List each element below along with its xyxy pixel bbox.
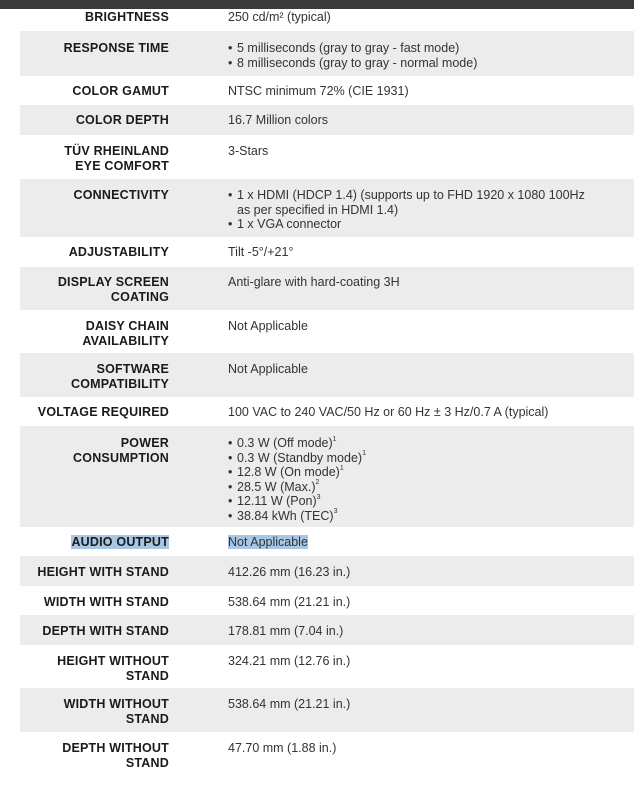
label-line: COMPATIBILITY [71,376,169,391]
spec-value [228,436,366,523]
spec-label [20,362,169,391]
label-line: WIDTH WITHOUT [63,697,169,711]
spec-row-color-gamut [20,76,634,105]
label-line: CONSUMPTION [73,450,169,465]
spec-label [20,697,169,726]
spec-row-response-time [20,31,634,76]
spec-label [20,535,169,550]
footnote-marker: 3 [316,493,321,501]
spec-label [20,436,169,465]
spec-value: Not Applicable [228,362,308,376]
spec-value: 178.81 mm (7.04 in.) [228,624,344,638]
power-text: 12.11 W (Pon) [237,494,317,508]
spec-row-depth-with-stand [20,615,634,645]
highlighted-text: Not Applicable [228,535,308,549]
spec-row-audio-output [20,527,634,556]
spec-value [228,535,308,550]
label-line: STAND [125,711,169,726]
bullet-item [228,465,366,480]
label-line: STAND [125,755,169,770]
spec-table [20,5,634,776]
label-line: COATING [110,289,169,304]
label-line: DAISY CHAIN [85,319,169,333]
spec-row-height-without-stand [20,645,634,688]
bullet-item: • 5 milliseconds (gray to gray - fast mode) [228,41,477,56]
spec-label: CONNECTIVITY [73,188,169,202]
bullet-item [228,436,366,451]
spec-label: RESPONSE TIME [63,41,169,55]
spec-label: VOLTAGE REQUIRED [37,405,169,419]
power-text: 0.3 W (Off mode) [237,436,333,450]
bullet-item [228,494,366,509]
spec-row-daisy-chain [20,310,634,353]
power-text: 12.8 W (On mode) [237,465,340,479]
spec-row-width-without-stand [20,688,634,732]
spec-value [228,188,585,232]
spec-row-height-with-stand [20,556,634,586]
spec-label: BRIGHTNESS [85,10,169,24]
spec-value: 538.64 mm (21.21 in.) [228,697,351,711]
spec-row-width-with-stand [20,586,634,615]
label-line: SOFTWARE [96,362,169,376]
spec-row-software [20,353,634,397]
bullet-text-continued: as per specified in HDMI 1.4) [237,202,399,217]
bullet-item [228,451,366,466]
spec-value [228,41,477,70]
spec-value: Anti-glare with hard-coating 3H [228,275,400,289]
spec-label [20,741,169,770]
footnote-marker: 1 [362,450,366,458]
spec-label: COLOR GAMUT [72,84,169,98]
spec-label: WIDTH WITH STAND [43,595,169,609]
spec-value: NTSC minimum 72% (CIE 1931) [228,84,409,98]
spec-value: 100 VAC to 240 VAC/50 Hz or 60 Hz ± 3 Hz/0.7 A (typical) [228,405,549,419]
spec-row-power-consumption [20,426,634,527]
spec-value: 250 cd/m² (typical) [228,10,331,24]
spec-label: HEIGHT WITH STAND [37,565,169,579]
spec-row-color-depth [20,105,634,135]
spec-row-adjustability [20,237,634,267]
label-line: TÜV RHEINLAND [64,144,169,158]
power-text: 28.5 W (Max.) [237,479,316,494]
label-line: DISPLAY SCREEN [57,275,169,289]
label-line: AVAILABILITY [82,333,169,348]
footnote-marker: 1 [339,464,344,472]
label-line: EYE COMFORT [75,158,169,173]
spec-value: 47.70 mm (1.88 in.) [228,741,337,755]
spec-value: 538.64 mm (21.21 in.) [228,595,351,609]
bullet-item [228,509,366,524]
spec-row-screen-coating [20,267,634,310]
spec-value: 3-Stars [228,144,269,158]
spec-label [20,144,169,173]
footnote-marker: 1 [332,435,337,443]
spec-label [20,275,169,304]
label-line: HEIGHT WITHOUT [57,654,169,668]
spec-row-tuv-eye-comfort [20,135,634,179]
label-line: POWER [120,436,169,450]
power-text: 0.3 W (Standby mode) [237,450,363,465]
footnote-marker: 2 [315,479,320,487]
spec-row-brightness [20,5,634,31]
highlighted-text: AUDIO OUTPUT [71,535,169,549]
bullet-item [228,480,366,495]
spec-label [20,319,169,348]
bullet-text: 1 x HDMI (HDCP 1.4) (supports up to FHD 1920 x 1080 100Hz [237,188,585,202]
label-line: DEPTH WITHOUT [62,741,169,755]
spec-row-connectivity [20,179,634,237]
footnote-marker: 3 [333,508,338,516]
label-line: STAND [125,668,169,683]
spec-row-depth-without-stand [20,732,634,776]
spec-label: ADJUSTABILITY [68,245,169,259]
spec-label: DEPTH WITH STAND [42,624,169,638]
spec-label [20,654,169,683]
spec-label: COLOR DEPTH [75,113,169,127]
spec-value: Tilt -5°/+21° [228,245,294,259]
power-text: 38.84 kWh (TEC) [237,508,334,523]
spec-row-voltage [20,397,634,426]
spec-value: 412.26 mm (16.23 in.) [228,565,351,579]
spec-value: 324.21 mm (12.76 in.) [228,654,351,668]
spec-value: 16.7 Million colors [228,113,329,127]
bullet-item: • 1 x VGA connector [228,217,585,232]
bullet-item [228,188,585,217]
bullet-item: • 8 milliseconds (gray to gray - normal mode) [228,56,477,71]
spec-value: Not Applicable [228,319,308,333]
